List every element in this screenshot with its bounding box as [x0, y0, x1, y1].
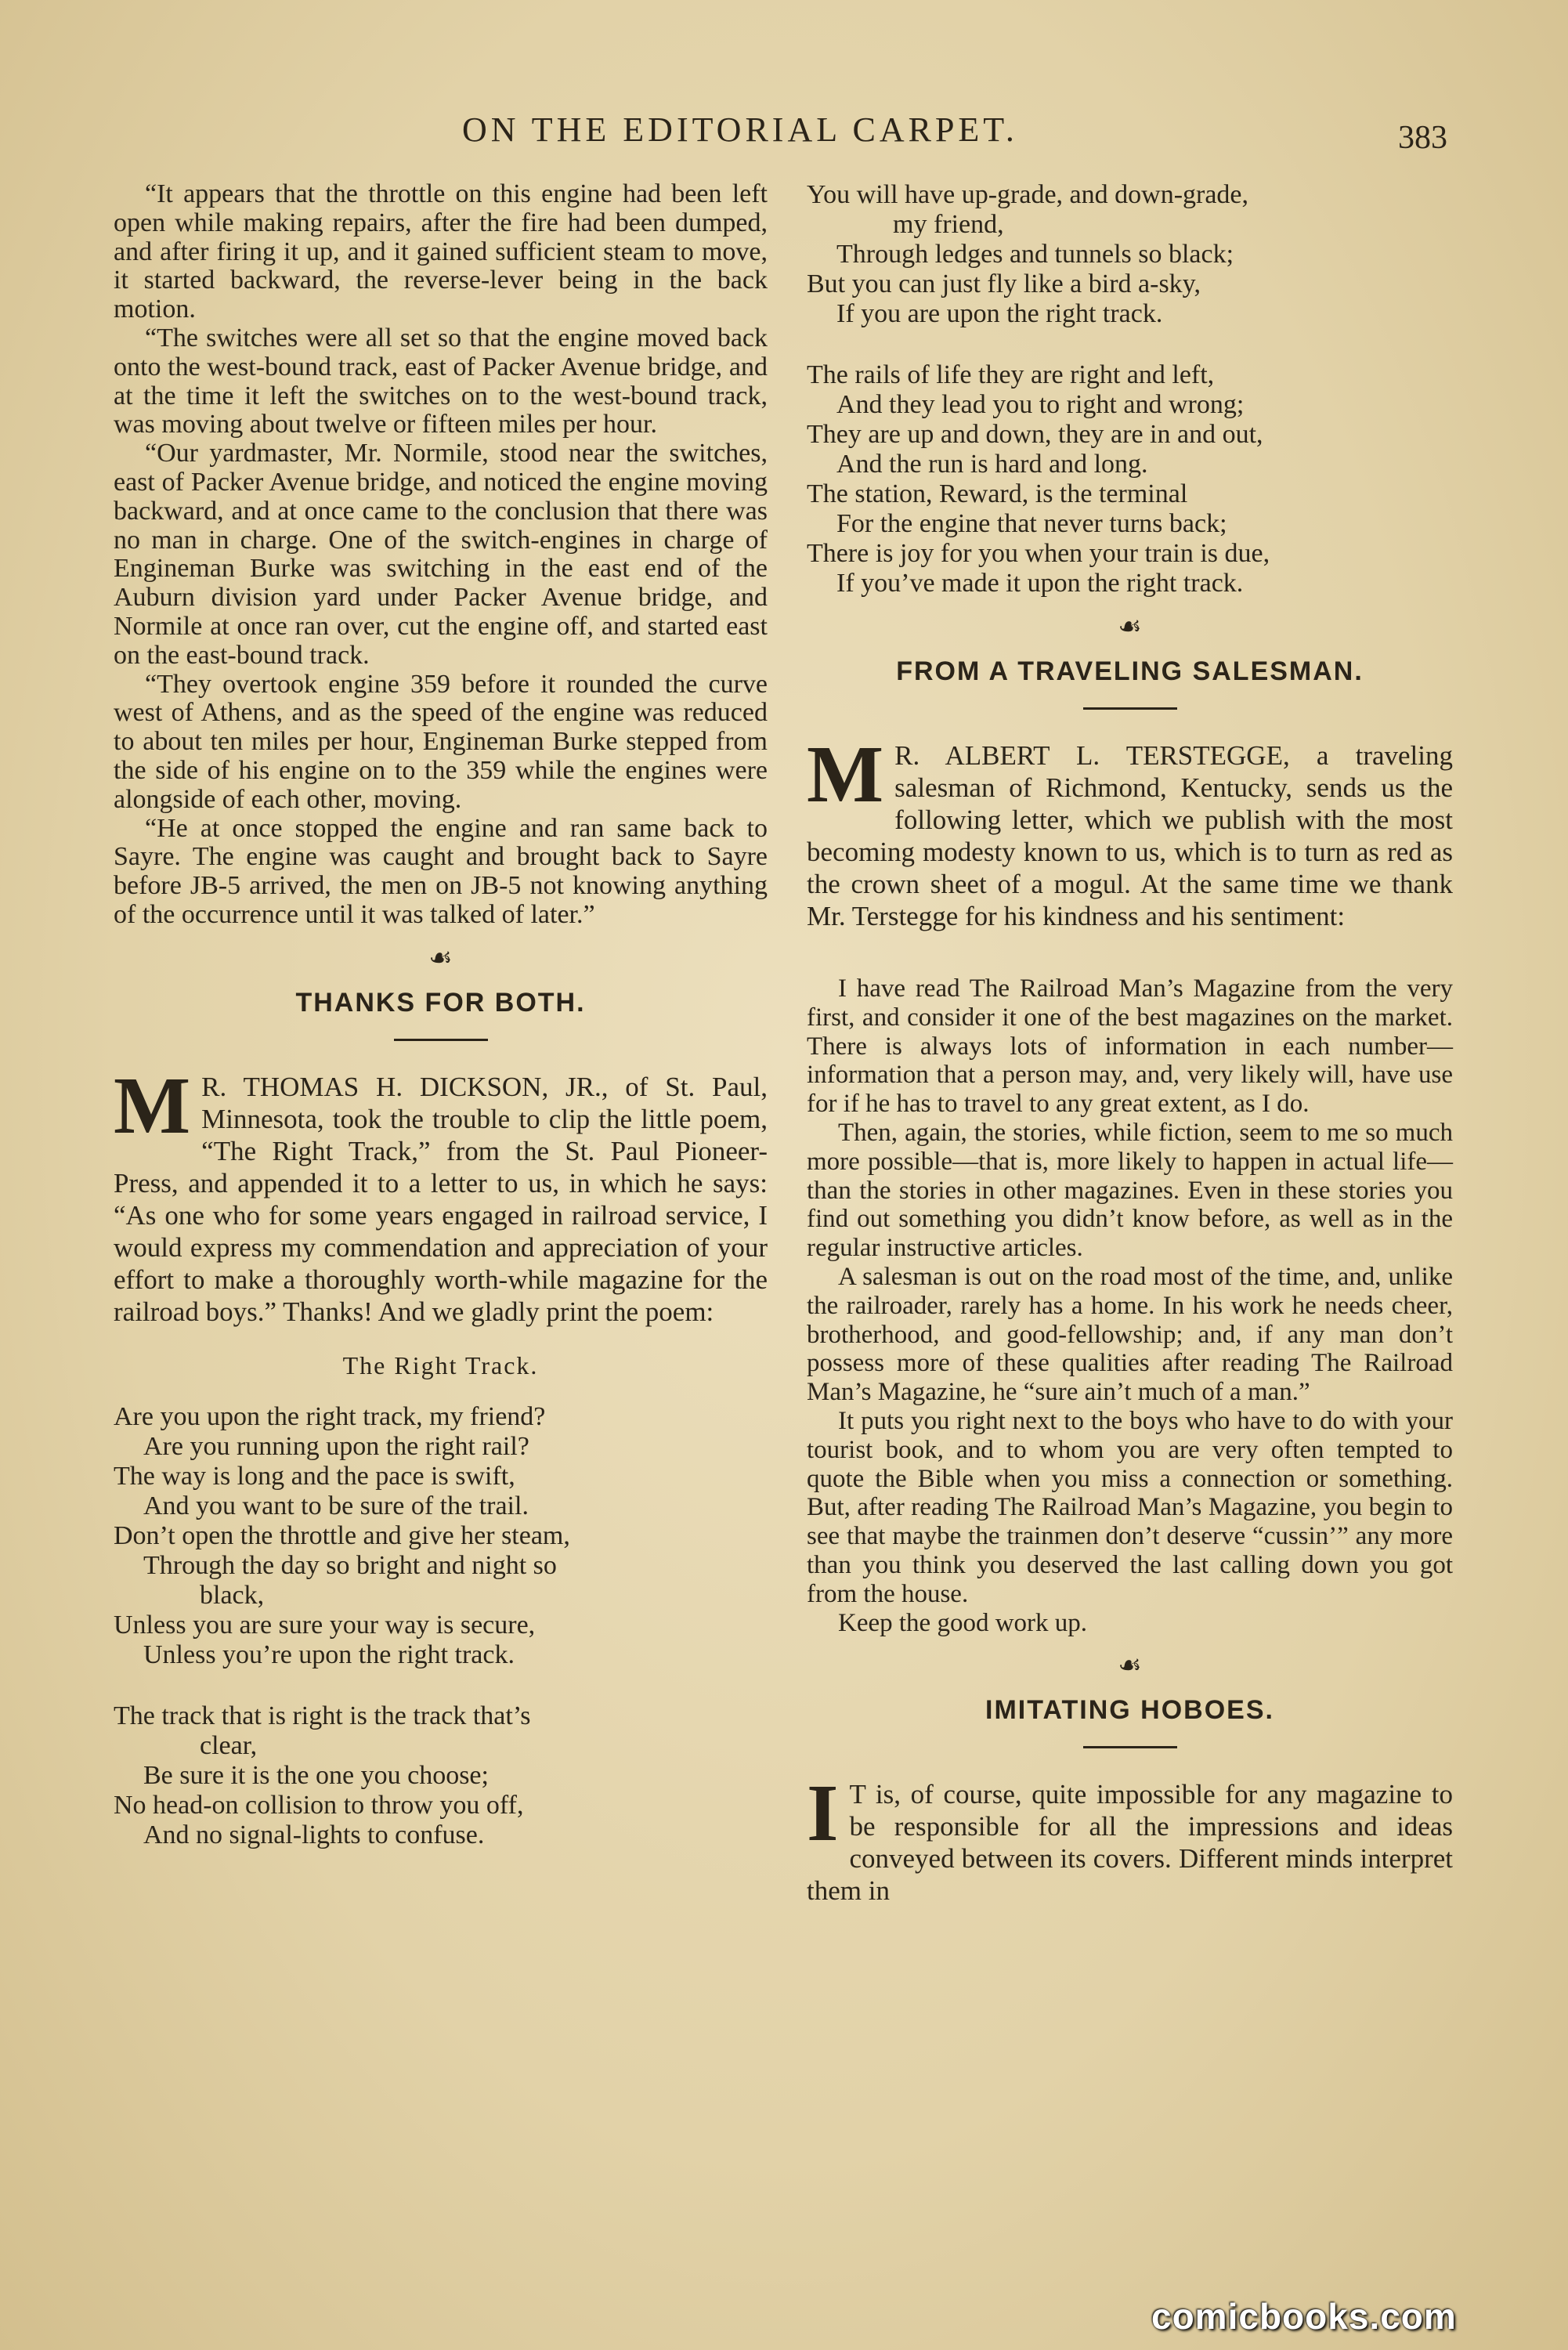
poem-stanza	[114, 1402, 768, 1670]
left-column	[114, 180, 768, 1850]
poem-line: No head-on collision to throw you off,	[114, 1790, 524, 1820]
paragraph: “Our yardmaster, Mr. Normile, stood near the switches, east of Packer Avenue bridge, and noticed the engine moving backward, and at once came to the conclusion that there was no man in charge. One of the switch-engines in charge of Engineman Burke was switching in the east end of the Auburn division yard under Packer Avenue bridge, and Normile at once ran over, cut the engine off, and started east on the east-bound track.	[114, 439, 768, 670]
poem-line: But you can just fly like a bird a-sky,	[807, 269, 1201, 298]
poem-stanza	[807, 180, 1453, 329]
poem-line: And you want to be sure of the trail.	[143, 1491, 529, 1520]
poem-line: clear,	[200, 1730, 258, 1760]
ornament-icon: ☙	[428, 943, 453, 973]
section-title-salesman: FROM A TRAVELING SALESMAN.	[896, 656, 1364, 686]
poem-line: Through the day so bright and night so	[143, 1550, 557, 1580]
quote-paragraphs	[114, 180, 768, 930]
section-title-thanks: THANKS FOR BOTH.	[295, 987, 586, 1018]
poem-right-track-part2	[807, 180, 1453, 598]
poem-line: And they lead you to right and wrong;	[836, 390, 1245, 419]
ornament-icon: ☙	[1118, 613, 1142, 642]
poem-line: The track that is right is the track that’s	[114, 1701, 531, 1730]
poem-line: Don’t open the throttle and give her steam,	[114, 1520, 570, 1550]
paragraph: A salesman is out on the road most of the time, and, unlike the railroader, rarely has a home. In his work he needs cheer, brotherhood, and good-fellowship; and, if any man don’t possess more of these qualities after reading The Railroad Man’s Magazine, he “sure ain’t much of a man.”	[807, 1262, 1453, 1407]
poem-line: The way is long and the pace is swift,	[114, 1461, 515, 1491]
poem-line: And the run is hard and long.	[836, 450, 1148, 479]
page-header	[0, 110, 1568, 157]
poem-line: They are up and down, they are in and out,	[807, 420, 1263, 449]
terstegge-intro-text: R. ALBERT L. TERSTEGGE, a traveling salesman of Richmond, Kentucky, sends us the following letter, which we publish with the most becoming modesty known to us, which is to turn as red as the crown sheet of a mogul. At the same time we thank Mr. Terstegge for his kindness and his sentiment:	[807, 740, 1453, 931]
poem-line: Are you upon the right track, my friend?	[114, 1401, 546, 1431]
site-watermark: comicbooks.com	[1151, 2296, 1457, 2337]
right-column	[807, 180, 1453, 1907]
paragraph: “It appears that the throttle on this engine had been left open while making repairs, after the fire had been dumped, and after firing it up, and it gained sufficient steam to move, it started backward, the reverse-lever being in the back motion.	[114, 179, 768, 324]
paragraph: “They overtook engine 359 before it rounded the curve west of Athens, and as the speed of the engine was reduced to about ten miles per hour, Engineman Burke stepped from the side of his engine on to the 359 while the engines were alongside of each other, moving.	[114, 669, 768, 814]
poem-line: Be sure it is the one you choose;	[143, 1760, 489, 1790]
running-title: ON THE EDITORIAL CARPET.	[462, 110, 1018, 149]
dickson-intro	[114, 1060, 768, 1328]
drop-cap: M	[807, 729, 884, 819]
page-number: 383	[1398, 120, 1447, 156]
poem-line: There is joy for you when your train is due,	[807, 539, 1270, 568]
poem-line: Unless you’re upon the right track.	[143, 1640, 515, 1669]
poem-line: If you’ve made it upon the right track.	[836, 569, 1244, 598]
poem-line: For the engine that never turns back;	[836, 509, 1227, 538]
poem-right-track-part1	[114, 1402, 768, 1850]
dickson-intro-text: R. THOMAS H. DICKSON, JR., of St. Paul, Minnesota, took the trouble to clip the little poem, “The Right Track,” from the St. Paul Pioneer-Press, and appended it to a letter to us, in which he says: “As one who for some years engaged in railroad service, I would express my commendation and appreciation of your effort to make a thoroughly worth-while magazine for the railroad boys.” Thanks! And we gladly print the poem:	[114, 1071, 768, 1327]
section-title-hoboes: IMITATING HOBOES.	[985, 1695, 1274, 1726]
drop-cap: M	[114, 1060, 191, 1151]
title-rule	[394, 1039, 488, 1041]
paragraph: Keep the good work up.	[838, 1608, 1088, 1637]
poem-line: The rails of life they are right and left,	[807, 360, 1215, 389]
paragraph: “The switches were all set so that the engine moved back onto the west-bound track, east of Packer Avenue bridge, and at the time it left the switches on to the west-bound track, was moving about twelve or fifteen miles per hour.	[114, 323, 768, 439]
poem-title: The Right Track.	[342, 1350, 539, 1379]
terstegge-intro	[807, 729, 1453, 932]
paragraph: It puts you right next to the boys who have to do with your tourist book, and to whom you are very often tempted to quote the Bible when you miss a connection or something. But, after reading The Railroad Man’s Magazine, you begin to see that maybe the trainmen don’t deserve “cussin’” any more than you think you deserved the last calling down you got from the house.	[807, 1406, 1453, 1608]
poem-line: Unless you are sure your way is secure,	[114, 1610, 536, 1640]
poem-stanza	[114, 1701, 768, 1850]
drop-cap: I	[807, 1768, 839, 1859]
poem-stanza	[807, 360, 1453, 598]
paragraph: I have read The Railroad Man’s Magazine from the very first, and consider it one of the best magazines on the market. There is always lots of information in each number—information that a person may, and, very likely will, have use for if he has to travel to any great extent, as I do.	[807, 974, 1453, 1119]
poem-line: The station, Reward, is the terminal	[807, 479, 1188, 508]
hoboes-intro	[807, 1768, 1453, 1907]
title-rule	[1083, 707, 1177, 710]
poem-line: And no signal-lights to confuse.	[143, 1820, 485, 1849]
hoboes-intro-text: T is, of course, quite impossible for any magazine to be responsible for all the impressions and ideas conveyed between its covers. Different minds interpret them in	[807, 1779, 1453, 1907]
poem-line: If you are upon the right track.	[836, 299, 1163, 328]
poem-line: Are you running upon the right rail?	[143, 1431, 529, 1461]
ornament-icon: ☙	[1118, 1651, 1142, 1681]
poem-line: black,	[200, 1580, 265, 1610]
title-rule	[1083, 1746, 1177, 1748]
poem-line: Through ledges and tunnels so black;	[836, 240, 1234, 269]
paragraph: “He at once stopped the engine and ran same back to Sayre. The engine was caught and brought back to Sayre before JB-5 arrived, the men on JB-5 not knowing anything of the occurrence until it was talked of later.”	[114, 813, 768, 929]
salesman-letter	[807, 974, 1453, 1637]
poem-line: my friend,	[893, 210, 1004, 239]
paragraph: Then, again, the stories, while fiction, seem to me so much more possible—that is, more likely to happen in actual life—than the stories in other magazines. Even in these stories you find out something you didn’t know before, as well as in the regular instructive articles.	[807, 1118, 1453, 1263]
poem-line: You will have up-grade, and down-grade,	[807, 180, 1249, 209]
